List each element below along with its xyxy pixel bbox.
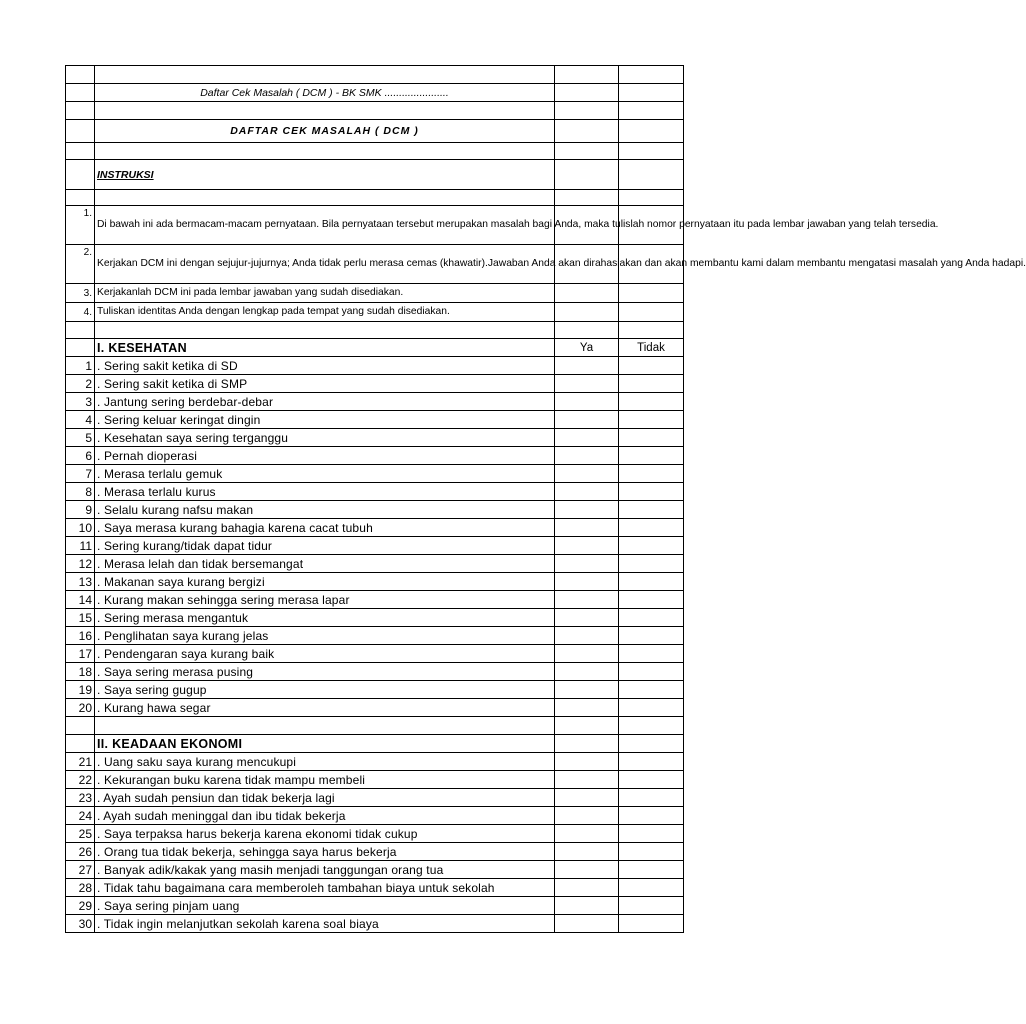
list-item [66, 537, 684, 555]
instructions-heading-row [66, 160, 684, 190]
list-item [66, 807, 684, 825]
item-statement: . Ayah sudah meninggal dan ibu tidak bekerja [95, 807, 555, 825]
answer-cell-ya[interactable] [555, 897, 619, 915]
answer-cell-tidak[interactable] [619, 807, 684, 825]
instruction-number: 4. [66, 303, 95, 322]
item-statement: . Sering kurang/tidak dapat tidur [95, 537, 555, 555]
item-number: 23 [66, 789, 95, 807]
list-item [66, 753, 684, 771]
item-number: 19 [66, 681, 95, 699]
item-number: 21 [66, 753, 95, 771]
item-number: 9 [66, 501, 95, 519]
item-statement: . Ayah sudah pensiun dan tidak bekerja lagi [95, 789, 555, 807]
answer-cell-tidak[interactable] [619, 609, 684, 627]
answer-cell-tidak[interactable] [619, 663, 684, 681]
blank-row [66, 66, 684, 84]
instruction-text: Tuliskan identitas Anda dengan lengkap pada tempat yang sudah disediakan. [95, 303, 555, 322]
item-number: 28 [66, 879, 95, 897]
item-number: 20 [66, 699, 95, 717]
instruction-row [66, 284, 684, 303]
column-header-tidak: Tidak [619, 339, 684, 357]
item-statement: . Saya sering gugup [95, 681, 555, 699]
item-number: 13 [66, 573, 95, 591]
item-number: 10 [66, 519, 95, 537]
item-number: 16 [66, 627, 95, 645]
item-statement: . Kekurangan buku karena tidak mampu membeli [95, 771, 555, 789]
answer-cell-ya[interactable] [555, 447, 619, 465]
item-statement: . Orang tua tidak bekerja, sehingga saya harus bekerja [95, 843, 555, 861]
answer-cell-ya[interactable] [555, 861, 619, 879]
item-statement: . Sering merasa mengantuk [95, 609, 555, 627]
item-statement: . Merasa terlalu gemuk [95, 465, 555, 483]
answer-cell-ya[interactable] [555, 699, 619, 717]
answer-cell-ya[interactable] [555, 681, 619, 699]
answer-cell-ya[interactable] [555, 375, 619, 393]
answer-cell-tidak[interactable] [619, 465, 684, 483]
item-statement: . Saya sering merasa pusing [95, 663, 555, 681]
item-number: 30 [66, 915, 95, 933]
answer-cell-ya[interactable] [555, 501, 619, 519]
dcm-heading: DAFTAR CEK MASALAH ( DCM ) [95, 120, 555, 143]
list-item [66, 699, 684, 717]
item-statement: . Merasa lelah dan tidak bersemangat [95, 555, 555, 573]
dcm-table-body [66, 66, 1026, 933]
dcm-title-row [66, 120, 684, 143]
answer-cell-tidak[interactable] [619, 681, 684, 699]
instruction-text: Kerjakan DCM ini dengan sejujur-jujurnya; Anda tidak perlu merasa cemas (khawatir).Jawaban Anda akan dirahasiakan dan akan membantu kami dalam membantu mengatasi masalah yang Anda hadapi. [95, 245, 555, 284]
instruction-row [66, 206, 684, 245]
answer-cell-ya[interactable] [555, 843, 619, 861]
item-number: 14 [66, 591, 95, 609]
list-item [66, 393, 684, 411]
answer-cell-tidak[interactable] [619, 447, 684, 465]
list-item [66, 375, 684, 393]
answer-cell-ya[interactable] [555, 807, 619, 825]
item-number: 22 [66, 771, 95, 789]
answer-cell-tidak[interactable] [619, 411, 684, 429]
answer-cell-ya[interactable] [555, 645, 619, 663]
blank-row [66, 190, 684, 206]
item-statement: . Pendengaran saya kurang baik [95, 645, 555, 663]
list-item [66, 609, 684, 627]
list-item [66, 447, 684, 465]
section-title: II. KEADAAN EKONOMI [95, 735, 555, 753]
answer-cell-ya[interactable] [555, 465, 619, 483]
list-item [66, 555, 684, 573]
doc-title-row [66, 84, 684, 102]
item-statement: . Makanan saya kurang bergizi [95, 573, 555, 591]
item-number: 6 [66, 447, 95, 465]
list-item [66, 681, 684, 699]
item-number: 26 [66, 843, 95, 861]
item-statement: . Merasa terlalu kurus [95, 483, 555, 501]
answer-cell-tidak[interactable] [619, 699, 684, 717]
item-number: 1 [66, 357, 95, 375]
answer-cell-tidak[interactable] [619, 645, 684, 663]
list-item [66, 357, 684, 375]
answer-cell-tidak[interactable] [619, 591, 684, 609]
list-item [66, 429, 684, 447]
answer-cell-ya[interactable] [555, 393, 619, 411]
item-number: 12 [66, 555, 95, 573]
list-item [66, 627, 684, 645]
item-statement: . Sering sakit ketika di SMP [95, 375, 555, 393]
item-statement: . Tidak tahu bagaimana cara memberoleh tambahan biaya untuk sekolah [95, 879, 555, 897]
item-number: 25 [66, 825, 95, 843]
answer-cell-tidak[interactable] [619, 519, 684, 537]
list-item [66, 915, 684, 933]
answer-cell-tidak[interactable] [619, 897, 684, 915]
item-number: 18 [66, 663, 95, 681]
item-statement: . Saya terpaksa harus bekerja karena ekonomi tidak cukup [95, 825, 555, 843]
item-statement: . Uang saku saya kurang mencukupi [95, 753, 555, 771]
answer-cell-tidak[interactable] [619, 375, 684, 393]
list-item [66, 591, 684, 609]
column-header-ya: Ya [555, 339, 619, 357]
answer-cell-ya[interactable] [555, 753, 619, 771]
list-item [66, 789, 684, 807]
item-number: 15 [66, 609, 95, 627]
list-item [66, 573, 684, 591]
answer-cell-ya[interactable] [555, 411, 619, 429]
answer-cell-ya[interactable] [555, 429, 619, 447]
item-number: 2 [66, 375, 95, 393]
list-item [66, 501, 684, 519]
instruction-number: 2. [66, 245, 95, 284]
item-statement: . Penglihatan saya kurang jelas [95, 627, 555, 645]
list-item [66, 825, 684, 843]
item-number: 24 [66, 807, 95, 825]
item-number: 27 [66, 861, 95, 879]
list-item [66, 645, 684, 663]
item-statement: . Kurang makan sehingga sering merasa lapar [95, 591, 555, 609]
answer-cell-tidak[interactable] [619, 429, 684, 447]
instructions-heading: INSTRUKSI [95, 160, 555, 190]
answer-cell-ya[interactable] [555, 915, 619, 933]
instruction-text: Kerjakanlah DCM ini pada lembar jawaban yang sudah disediakan. [95, 284, 555, 303]
item-statement: . Jantung sering berdebar-debar [95, 393, 555, 411]
answer-cell-ya[interactable] [555, 537, 619, 555]
list-item [66, 483, 684, 501]
answer-cell-ya[interactable] [555, 483, 619, 501]
list-item [66, 411, 684, 429]
answer-cell-tidak[interactable] [619, 825, 684, 843]
section-header-row [66, 339, 684, 357]
answer-cell-tidak[interactable] [619, 501, 684, 519]
list-item [66, 663, 684, 681]
instruction-row [66, 303, 684, 322]
section-title: I. KESEHATAN [95, 339, 555, 357]
answer-cell-tidak[interactable] [619, 573, 684, 591]
item-statement: . Saya sering pinjam uang [95, 897, 555, 915]
list-item [66, 897, 684, 915]
list-item [66, 519, 684, 537]
answer-cell-ya[interactable] [555, 573, 619, 591]
blank-row [66, 322, 684, 339]
item-number: 8 [66, 483, 95, 501]
answer-cell-ya[interactable] [555, 825, 619, 843]
answer-cell-tidak[interactable] [619, 753, 684, 771]
instruction-number: 3. [66, 284, 95, 303]
item-number: 29 [66, 897, 95, 915]
item-number: 4 [66, 411, 95, 429]
answer-cell-ya[interactable] [555, 591, 619, 609]
item-statement: . Banyak adik/kakak yang masih menjadi tanggungan orang tua [95, 861, 555, 879]
item-statement: . Tidak ingin melanjutkan sekolah karena soal biaya [95, 915, 555, 933]
instruction-number: 1. [66, 206, 95, 245]
answer-cell-tidak[interactable] [619, 879, 684, 897]
instruction-text: Di bawah ini ada bermacam-macam pernyataan. Bila pernyataan tersebut merupakan masalah bagi Anda, maka tulislah nomor pernyataan itu pada lembar jawaban yang telah tersedia. [95, 206, 555, 245]
section-header-row [66, 735, 684, 753]
item-number: 7 [66, 465, 95, 483]
item-number: 17 [66, 645, 95, 663]
answer-cell-tidak[interactable] [619, 789, 684, 807]
list-item [66, 861, 684, 879]
list-item [66, 465, 684, 483]
item-number: 5 [66, 429, 95, 447]
answer-cell-tidak[interactable] [619, 393, 684, 411]
answer-cell-ya[interactable] [555, 771, 619, 789]
answer-cell-tidak[interactable] [619, 357, 684, 375]
answer-cell-ya[interactable] [555, 663, 619, 681]
item-statement: . Selalu kurang nafsu makan [95, 501, 555, 519]
answer-cell-tidak[interactable] [619, 843, 684, 861]
item-statement: . Kesehatan saya sering terganggu [95, 429, 555, 447]
blank-row [66, 717, 684, 735]
item-statement: . Pernah dioperasi [95, 447, 555, 465]
answer-cell-tidak[interactable] [619, 555, 684, 573]
answer-cell-tidak[interactable] [619, 861, 684, 879]
answer-cell-ya[interactable] [555, 519, 619, 537]
answer-cell-ya[interactable] [555, 627, 619, 645]
answer-cell-ya[interactable] [555, 609, 619, 627]
answer-cell-tidak[interactable] [619, 771, 684, 789]
list-item [66, 843, 684, 861]
item-statement: . Saya merasa kurang bahagia karena cacat tubuh [95, 519, 555, 537]
blank-row [66, 143, 684, 160]
answer-cell-tidak[interactable] [619, 627, 684, 645]
answer-cell-ya[interactable] [555, 357, 619, 375]
answer-cell-tidak[interactable] [619, 483, 684, 501]
answer-cell-tidak[interactable] [619, 915, 684, 933]
answer-cell-ya[interactable] [555, 879, 619, 897]
list-item [66, 879, 684, 897]
item-number: 3 [66, 393, 95, 411]
item-statement: . Kurang hawa segar [95, 699, 555, 717]
blank-row [66, 102, 684, 120]
document-title: Daftar Cek Masalah ( DCM ) - BK SMK ...................... [95, 84, 555, 102]
instruction-row [66, 245, 684, 284]
answer-cell-ya[interactable] [555, 789, 619, 807]
dcm-table [65, 65, 1026, 933]
list-item [66, 771, 684, 789]
item-statement: . Sering keluar keringat dingin [95, 411, 555, 429]
item-number: 11 [66, 537, 95, 555]
answer-cell-ya[interactable] [555, 555, 619, 573]
item-statement: . Sering sakit ketika di SD [95, 357, 555, 375]
answer-cell-tidak[interactable] [619, 537, 684, 555]
